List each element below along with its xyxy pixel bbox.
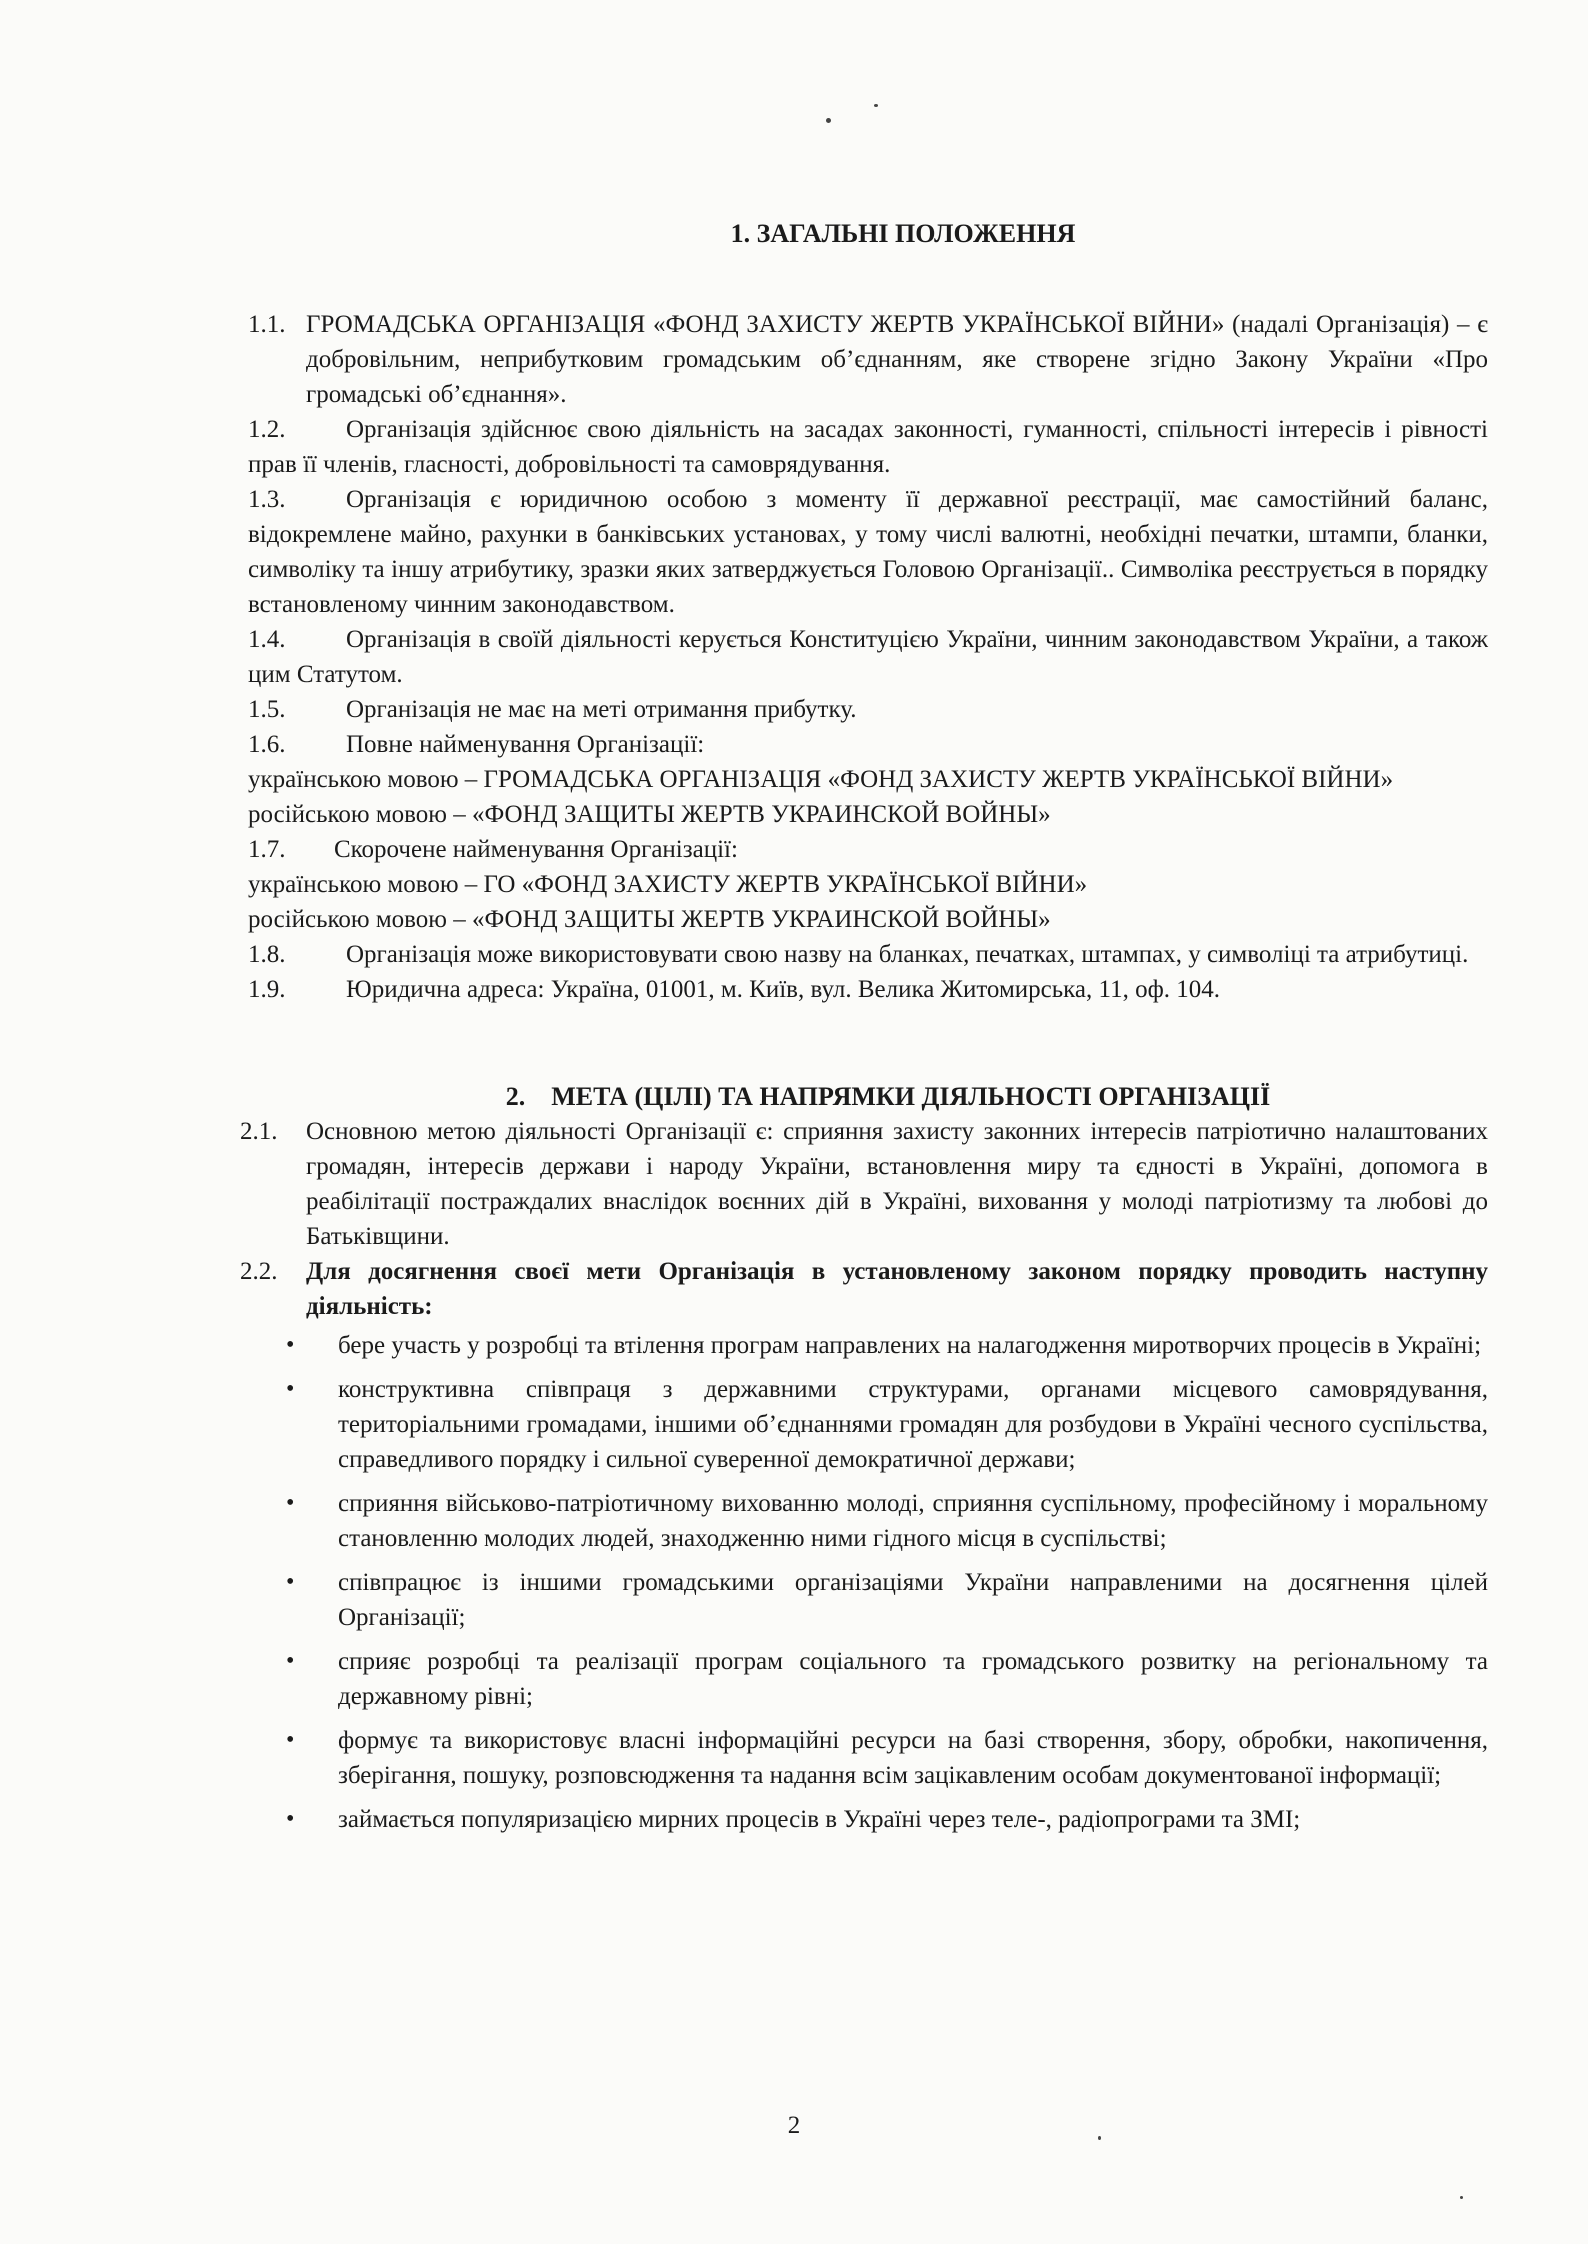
clause-text: Повне найменування Організації: (346, 731, 705, 758)
short-name-ukrainian: українською мовою – ГО «ФОНД ЗАХИСТУ ЖЕРТВ УКРАЇНСЬКОЇ ВІЙНИ» (248, 871, 1088, 898)
clause-1-1 (248, 307, 1488, 412)
list-item (286, 1565, 1488, 1635)
clause-1-5 (248, 692, 1488, 727)
clause-number: 2.2. (240, 1258, 278, 1285)
list-item (286, 1328, 1488, 1363)
full-name-ukrainian: українською мовою – ГРОМАДСЬКА ОРГАНІЗАЦІЯ «ФОНД ЗАХИСТУ ЖЕРТВ УКРАЇНСЬКОЇ ВІЙНИ» (248, 766, 1394, 793)
list-item (286, 1723, 1488, 1793)
list-item-text: сприяє розробці та реалізації програм соціального та громадського розвитку на регіональному та державному рівні; (338, 1648, 1488, 1710)
clause-text: Організація є юридичною особою з моменту її державної реєстрації, має самостійний баланс, відокремлене майно, рахунки в банківських установах, у тому числі валютні, необхідні печатки, штампи, бланки, символіку та іншу атрибутику, зразки яких затверджується Головою Організації.. Символіка реєструється в порядку встановленому чинним законодавством. (248, 486, 1488, 618)
list-item-text: сприяння військово-патріотичному вихованню молоді, сприяння суспільному, професійному і моральному становленню молодих людей, знаходженню ними гідного місця в суспільстві; (338, 1490, 1488, 1552)
list-item-text: конструктивна співпраця з державними структурами, органами місцевого самоврядування, територіальними громадами, іншими об’єднаннями громадян для розбудови в Україні чесного суспільства, справедливого порядку і сильної суверенної демократичної держави; (338, 1376, 1488, 1473)
clause-2-2 (240, 1254, 1488, 1324)
bullet-icon: • (286, 1806, 295, 1832)
scan-speck (874, 104, 878, 107)
page-number: 2 (787, 2112, 801, 2139)
bullet-icon: • (286, 1490, 295, 1516)
clause-1-6 (248, 727, 1488, 762)
clause-1-8 (248, 937, 1488, 972)
list-item (286, 1372, 1488, 1477)
clause-text: Для досягнення своєї мети Організація в установленому законом порядку проводить наступну діяльність: (306, 1258, 1488, 1320)
clause-number: 1.5. (248, 696, 286, 723)
clause-1-4 (248, 622, 1488, 692)
bullet-icon: • (286, 1569, 295, 1595)
clause-text: Організація здійснює свою діяльність на засадах законності, гуманності, спільності інтересів і рівності прав її членів, гласності, добровільності та самоврядування. (248, 416, 1488, 478)
list-item-text: займається популяризацією мирних процесів в Україні через теле-, радіопрограми та ЗМІ; (338, 1806, 1301, 1833)
clause-text: Організація може використовувати свою назву на бланках, печатках, штампах, у символіці та атрибутиці. (346, 941, 1469, 968)
clause-1-7 (248, 832, 1488, 867)
scan-speck (826, 118, 831, 123)
list-item-text: співпрацює із іншими громадськими організаціями України направленими на досягнення цілей Організації; (338, 1569, 1488, 1631)
clause-text: Організація в своїй діяльності керується Конституцією України, чинним законодавством України, а також цим Статутом. (248, 626, 1488, 688)
list-item-text: бере участь у розробці та втілення програм направлених на налагодження миротворчих процесів в Україні; (338, 1332, 1482, 1359)
clause-text: Скорочене найменування Організації: (334, 836, 738, 863)
section-2-title: 2. МЕТА (ЦІЛІ) ТА НАПРЯМКИ ДІЯЛЬНОСТІ ОРГАНІЗАЦІЇ (505, 1082, 1271, 1111)
clause-text: Організація не має на меті отримання прибутку. (346, 696, 857, 723)
clause-1-2 (248, 412, 1488, 482)
bullet-icon: • (286, 1332, 295, 1358)
bullet-icon: • (286, 1727, 295, 1753)
clause-text: Юридична адреса: Україна, 01001, м. Київ, вул. Велика Житомирська, 11, оф. 104. (346, 976, 1221, 1003)
short-name-russian: російською мовою – «ФОНД ЗАЩИТЫ ЖЕРТВ УКРАИНСКОЙ ВОЙНЫ» (248, 906, 1051, 933)
clause-1-3 (248, 482, 1488, 622)
list-item (286, 1802, 1488, 1837)
clause-number: 1.9. (248, 976, 286, 1003)
list-item (286, 1644, 1488, 1714)
clause-number: 1.8. (248, 941, 286, 968)
bullet-icon: • (286, 1376, 295, 1402)
clause-text: ГРОМАДСЬКА ОРГАНІЗАЦІЯ «ФОНД ЗАХИСТУ ЖЕРТВ УКРАЇНСЬКОЇ ВІЙНИ» (надалі Організація) – є добровільним, неприбутковим громадським об’єднанням, яке створене згідно Закону України «Про громадські об’єднання». (306, 311, 1488, 408)
activities-list (248, 1328, 1488, 1837)
list-item (286, 1486, 1488, 1556)
clause-1-9 (248, 972, 1488, 1007)
clause-number: 2.1. (240, 1118, 278, 1145)
clause-2-1 (240, 1114, 1488, 1254)
clause-text: Основною метою діяльності Організації є: сприяння захисту законних інтересів патріотично налаштованих громадян, інтересів держави і народу України, встановлення миру та єдності в Україні, допомога в реабілітації постраждалих внаслідок воєнних дій в Україні, виховання у молоді патріотизму та любові до Батьківщини. (306, 1118, 1488, 1250)
bullet-icon: • (286, 1648, 295, 1674)
section-1-title: 1. ЗАГАЛЬНІ ПОЛОЖЕННЯ (730, 219, 1076, 248)
full-name-russian: російською мовою – «ФОНД ЗАЩИТЫ ЖЕРТВ УКРАИНСКОЙ ВОЙНЫ» (248, 801, 1051, 828)
document-body (240, 216, 1488, 1846)
clause-number: 1.6. (248, 731, 286, 758)
clause-number: 1.1. (248, 311, 286, 338)
scan-speck (1460, 2196, 1463, 2199)
clause-number: 1.2. (248, 416, 286, 443)
clause-number: 1.7. (248, 836, 286, 863)
clause-number: 1.4. (248, 626, 286, 653)
list-item-text: формує та використовує власні інформаційні ресурси на базі створення, збору, обробки, накопичення, зберігання, пошуку, розповсюдження та надання всім зацікавленим особам документованої інформації; (338, 1727, 1488, 1789)
clause-number: 1.3. (248, 486, 286, 513)
